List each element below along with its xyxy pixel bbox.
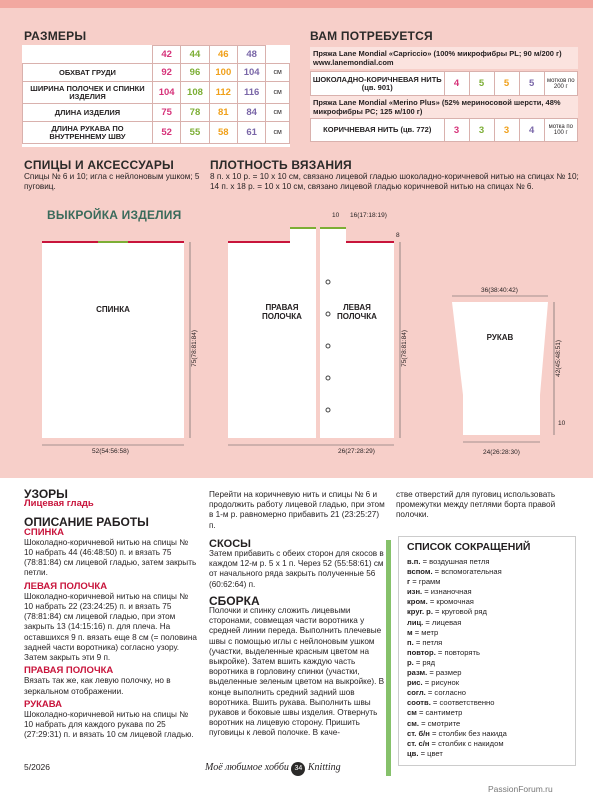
sleeve-height-dim: 42(45:48:51)	[555, 340, 562, 377]
top-strip	[0, 0, 593, 8]
yarn1-label: ШОКОЛАДНО-КОРИЧНЕВАЯ НИТЬ (цв. 901)	[311, 72, 445, 96]
back-piece	[42, 242, 184, 438]
size-row-label: ДЛИНА ИЗДЕЛИЯ	[23, 104, 153, 122]
uzory-heading: УЗОРЫ	[24, 487, 68, 501]
abbr-meaning: = цвет	[418, 748, 443, 758]
pattern-diagram	[0, 220, 593, 470]
abbr-item	[407, 618, 567, 628]
abbr-term: соотв.	[407, 698, 431, 708]
abbr-item	[407, 729, 567, 739]
abbr-term: повтор.	[407, 647, 436, 657]
abbr-meaning: = смотрите	[418, 718, 461, 728]
abbr-meaning: = сантиметр	[416, 708, 463, 718]
abbr-item	[407, 658, 567, 668]
tools-text: Спицы № 6 и 10; игла с нейлоновым ушком; 5 пуговиц.	[24, 172, 200, 192]
abbr-item	[407, 628, 567, 638]
rfront-text: Вязать так же, как левую полочку, но в зеркальном отображении.	[24, 676, 171, 696]
sleeve-cuff-dim: 10	[558, 420, 566, 427]
front-width-dim: 26(27:28:29)	[338, 448, 375, 455]
abbr-item	[407, 557, 567, 567]
size-value: 116	[237, 82, 265, 104]
size-row-label: ОБХВАТ ГРУДИ	[23, 64, 153, 82]
abbr-meaning: = лицевая	[423, 617, 462, 627]
size-value: 104	[237, 64, 265, 82]
yarn1-row	[310, 71, 578, 96]
size-value: 78	[181, 104, 209, 122]
collar-height-dim: 8	[396, 232, 400, 239]
yarn-qty: 4	[444, 72, 469, 96]
abbr-term: лиц.	[407, 617, 424, 627]
yarn1-text: Пряжа Lane Mondial «Capriccio» (100% микрофибры PL; 90 м/200 г)	[313, 49, 562, 58]
size-head: 48	[237, 46, 265, 64]
yarn2-label: КОРИЧНЕВАЯ НИТЬ (цв. 772)	[311, 119, 445, 142]
sleeve-label: РУКАВ	[486, 333, 514, 342]
shoulder-dim: 16(17:18:19)	[350, 212, 387, 219]
abbr-meaning: = круговой ряд	[432, 607, 487, 617]
abbr-meaning: = ряд	[413, 657, 436, 667]
abbr-term: ст. б/н	[407, 728, 430, 738]
size-value: 104	[152, 82, 180, 104]
abbr-item	[407, 638, 567, 648]
col-1	[24, 487, 199, 741]
sleeve-top-dim: 36(38:40:42)	[481, 287, 518, 294]
abbr-meaning: = столбик с накидом	[429, 738, 504, 748]
abbr-item	[407, 678, 567, 688]
magazine-title: Моё любимое хобби	[205, 762, 289, 773]
yarn-qty: 3	[494, 119, 519, 142]
abbr-title: СПИСОК СОКРАЩЕНИЙ	[407, 541, 531, 553]
size-row-label: ШИРИНА ПОЛОЧЕК И СПИНКИ ИЗДЕЛИЯ	[23, 82, 153, 104]
uzory-sub: Лицевая гладь	[24, 498, 94, 510]
abbr-term: разм.	[407, 668, 428, 678]
right-front-label: ПРАВАЯ ПОЛОЧКА	[262, 303, 302, 321]
site-watermark: PassionForum.ru	[488, 784, 553, 794]
yarn-qty: 3	[444, 119, 469, 142]
size-value: 81	[209, 104, 237, 122]
abbr-meaning: = петля	[413, 637, 443, 647]
size-value: 108	[181, 82, 209, 104]
abbr-meaning: = изнаночная	[422, 587, 472, 597]
tools-heading: СПИЦЫ И АКСЕССУАРЫ	[24, 158, 174, 172]
abbr-term: в.п.	[407, 557, 421, 566]
sizes-table	[22, 45, 290, 144]
size-value: 84	[237, 104, 265, 122]
abbr-meaning: = повторять	[435, 647, 480, 657]
abbr-term: м	[407, 627, 413, 637]
abbr-meaning: = согласно	[425, 688, 467, 698]
sleeve-piece	[452, 302, 548, 435]
rfront-heading: ПРАВАЯ ПОЛОЧКА	[24, 665, 114, 677]
abbr-meaning: = столбик без накида	[429, 728, 507, 738]
skosy-heading: СКОСЫ	[209, 537, 251, 550]
col-3: стве отверстий для пуговиц использовать промежутки между петлями борта правой полочки.	[396, 490, 556, 520]
collar-dim: 10	[332, 212, 340, 219]
abbr-item	[407, 577, 567, 587]
abbr-item	[407, 749, 567, 759]
yarn-qty: 3	[469, 119, 494, 142]
pattern-heading: ВЫКРОЙКА ИЗДЕЛИЯ	[47, 208, 182, 222]
abbr-item	[407, 698, 567, 708]
sleeve-text: Шоколадно-коричневой нитью на спицы № 10 набрать для каждого рукава по 25 (27:29:31) п. и вязать 10 см лицевой гладью.	[24, 710, 194, 740]
abbr-term: г	[407, 577, 411, 587]
col2-text: Перейти на коричневую нить и спицы № 6 и продолжить работу лицевой гладью, при этом в 1-м р. равномерно прибавить 21 (23:25:27) п.	[209, 490, 385, 530]
yarn-qty: 5	[494, 72, 519, 96]
abbr-item	[407, 739, 567, 749]
lfront-text: Шоколадно-коричневой нитью на спицы № 10 набрать 22 (23:24:25) п. и вязать 75 (78:81:84) см лицевой гладью, при этом закрыть 13 (14:15:16) п. для плеча. На оставшихся 9 п. вязать еще 8 см (= половина задней части воротника) согласно узору. Затем закрыть эти 9 п.	[24, 591, 197, 663]
magazine-subtitle: Knitting	[307, 762, 341, 773]
gauge-heading: ПЛОТНОСТЬ ВЯЗАНИЯ	[210, 158, 352, 172]
left-front-piece	[320, 228, 394, 438]
size-row-label: ДЛИНА РУКАВА ПО ВНУТРЕННЕМУ ШВУ	[23, 122, 153, 144]
front-height-dim: 75(78:81:84)	[401, 330, 408, 367]
abbr-term: см.	[407, 718, 419, 728]
yarn-qty: 5	[519, 72, 544, 96]
lfront-heading: ЛЕВАЯ ПОЛОЧКА	[24, 580, 108, 592]
right-front-piece	[228, 228, 316, 438]
sborka-text: Полочки и спинку сложить лицевыми сторонами, совмещая части воротника у средней линии переда. Выполнить плечевые швы с помощью иглы с нейлоновым ушком (участки, выделенные красным цветом на выкройке). Затем вшить каждую часть воротника в горловину спинки (участки, выделенные зеленым цветом на выкройке). В конце выполнить средний задний шов воротника. Вшить рукава. Выполнить швы рукавов и боковые швы изделия. Отвернуть воротник на лицевую сторону. Пришить пуговицы к левой полочке. В каче-	[209, 606, 385, 738]
abbr-meaning: = размер	[427, 668, 462, 678]
abbr-list	[407, 557, 567, 759]
size-unit: см	[266, 82, 290, 104]
sleeve-heading: РУКАВА	[24, 698, 63, 710]
size-unit: см	[266, 122, 290, 144]
abbr-term: вспом.	[407, 567, 433, 577]
abbr-meaning: = кромочная	[427, 597, 474, 607]
abbr-meaning: = воздушная петля	[420, 557, 490, 566]
yarn-site-link[interactable]: www.lanemondial.com	[313, 58, 394, 67]
abbr-item	[407, 648, 567, 658]
yarn2-row	[310, 118, 578, 142]
abbr-term: кром.	[407, 597, 428, 607]
size-value: 112	[209, 82, 237, 104]
size-unit: см	[266, 104, 290, 122]
abbr-meaning: = вспомогательная	[432, 567, 502, 577]
abbr-term: см	[407, 708, 417, 718]
abbr-meaning: = рисунок	[422, 678, 460, 688]
page-number: 34	[291, 762, 305, 776]
back-text: Шоколадно-коричневой нитью на спицы № 10 набрать 44 (46:48:50) п. и вязать 75 (78:81:84) см лицевой гладью, затем закрыть петли.	[24, 537, 197, 578]
abbr-term: рис.	[407, 678, 423, 688]
abbr-accent-bar	[386, 540, 391, 776]
yarn-qty: 4	[519, 119, 544, 142]
size-value: 92	[152, 64, 180, 82]
col-2	[209, 490, 387, 739]
abbr-meaning: = метр	[412, 627, 439, 637]
size-head: 42	[152, 46, 180, 64]
work-heading: ОПИСАНИЕ РАБОТЫ	[24, 515, 149, 530]
abbr-meaning: = грамм	[410, 577, 441, 587]
yarn-qty: 5	[469, 72, 494, 96]
abbr-item	[407, 668, 567, 678]
size-head: 44	[181, 46, 209, 64]
size-head: 46	[209, 46, 237, 64]
size-value: 75	[152, 104, 180, 122]
gauge-text: 8 п. х 10 р. = 10 х 10 см, связано лицевой гладью шоколадно-коричневой нитью на спицах № 10; 14 п. х 18 р. = 10 х 10 см, связано лицевой гладью коричневой нитью на спицах № 6.	[210, 172, 579, 192]
issue-number: 5/2026	[24, 762, 50, 772]
back-height-dim: 75(78:81:84)	[191, 330, 198, 367]
abbr-term: п.	[407, 637, 414, 647]
sleeve-bottom-dim: 24(26:28:30)	[483, 449, 520, 456]
abbr-item	[407, 708, 567, 718]
size-value: 58	[209, 122, 237, 144]
size-value: 100	[209, 64, 237, 82]
needs-heading: ВАМ ПОТРЕБУЕТСЯ	[310, 29, 433, 43]
abbr-item	[407, 587, 567, 597]
size-value: 55	[181, 122, 209, 144]
abbr-item	[407, 607, 567, 617]
back-label: СПИНКА	[96, 305, 130, 314]
abbr-term: изн.	[407, 587, 423, 597]
left-front-label: ЛЕВАЯ ПОЛОЧКА	[337, 303, 377, 321]
back-heading: СПИНКА	[24, 526, 65, 538]
size-value: 61	[237, 122, 265, 144]
abbr-item	[407, 719, 567, 729]
abbr-item	[407, 597, 567, 607]
abbr-term: круг. р.	[407, 607, 433, 617]
abbr-item	[407, 688, 567, 698]
abbr-box	[398, 536, 576, 766]
abbr-term: р.	[407, 657, 414, 667]
abbr-term: согл.	[407, 688, 426, 698]
back-width-dim: 52(54:56:58)	[92, 448, 129, 455]
abbr-item	[407, 567, 567, 577]
yarn-unit: мотков по 200 г	[544, 72, 577, 96]
size-value: 96	[181, 64, 209, 82]
skosy-text: Затем прибавить с обеих сторон для скосов в каждом 12-м р. 5 х 1 п. Через 52 (55:58:61) см от начального ряда закрыть полученные 56 (60:62:64) п.	[209, 549, 384, 589]
size-unit: см	[266, 64, 290, 82]
abbr-term: ст. с/н	[407, 738, 430, 748]
yarn1-block	[310, 47, 578, 69]
sizes-heading: РАЗМЕРЫ	[24, 29, 87, 43]
yarn-unit: мотка по 100 г	[544, 119, 577, 142]
size-value: 52	[152, 122, 180, 144]
sizes-panel	[22, 45, 290, 147]
sborka-heading: СБОРКА	[209, 593, 260, 608]
abbr-meaning: = соответственно	[430, 698, 495, 708]
magazine-name	[205, 762, 341, 776]
abbr-term: цв.	[407, 748, 419, 758]
yarn2-text: Пряжа Lane Mondial «Merino Plus» (52% мериносовой шерсти, 48% микрофибры PC; 125 м/100 г)	[310, 96, 578, 118]
